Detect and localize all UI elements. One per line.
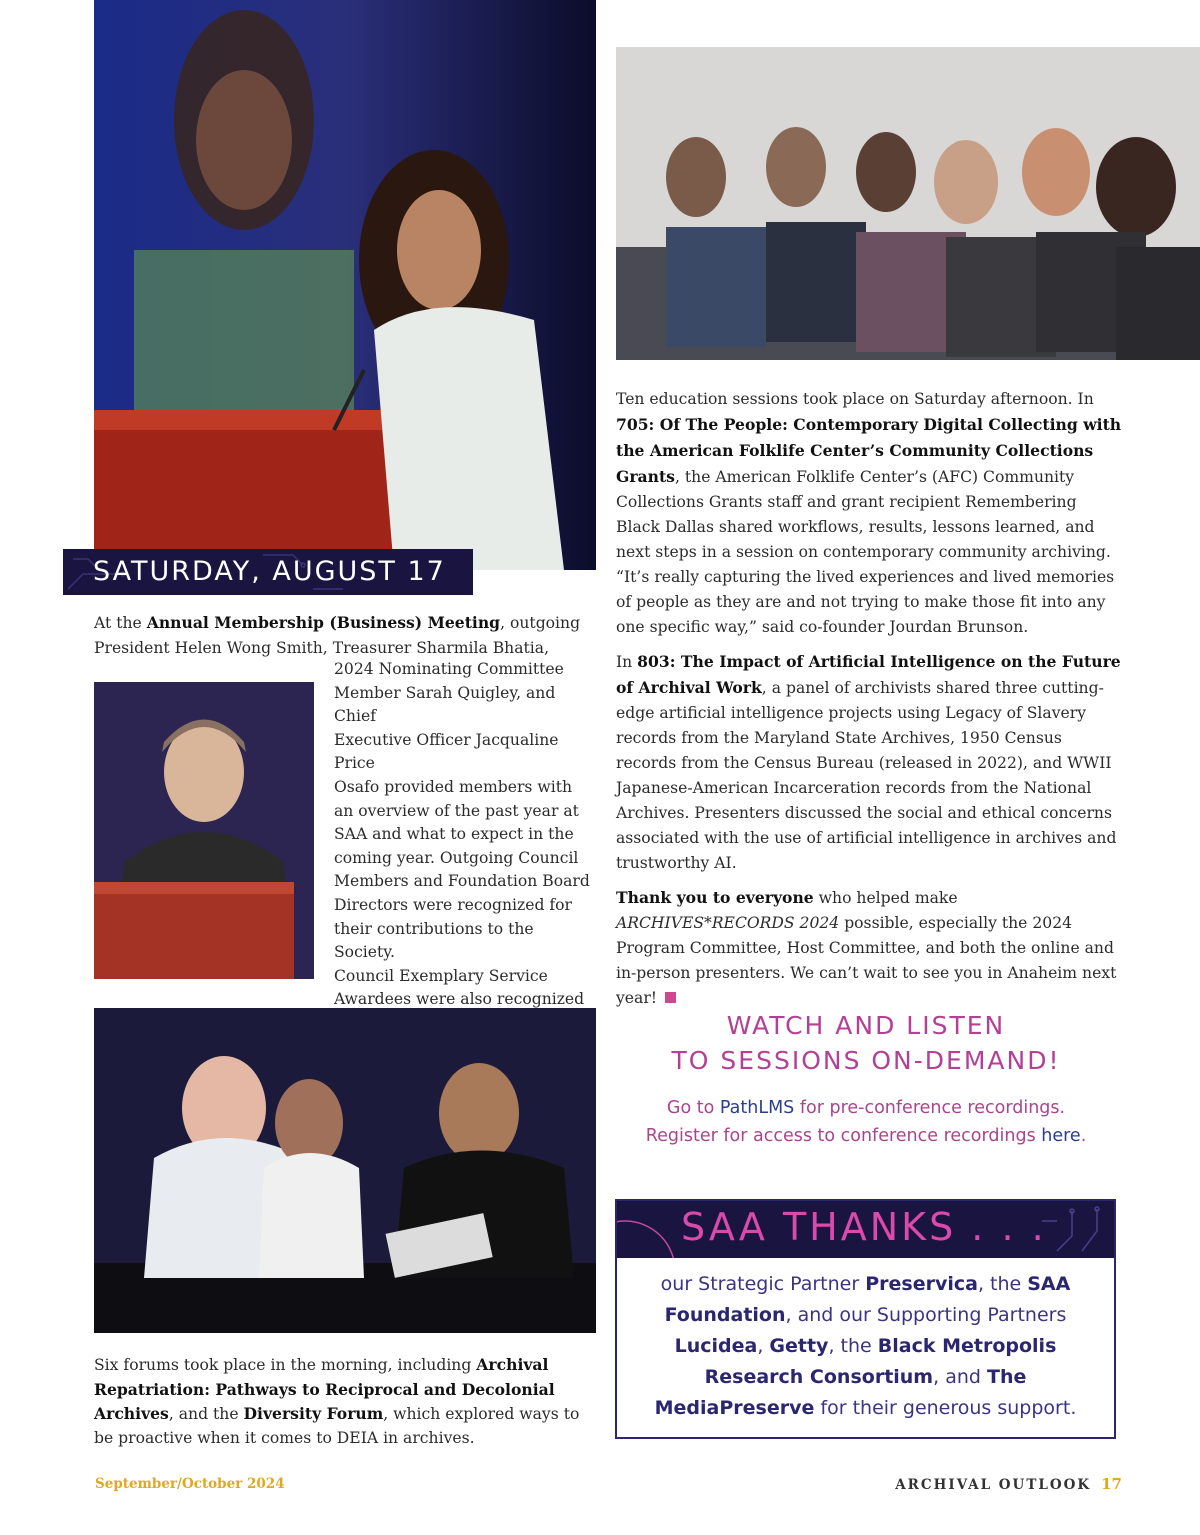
text-line: Executive Officer Jacqualine Price bbox=[334, 730, 559, 773]
photo-committee-member bbox=[94, 682, 314, 979]
text: , and bbox=[933, 1366, 987, 1388]
photo-speaker-podium bbox=[94, 0, 596, 570]
text-line: Directors were recognized for bbox=[334, 895, 573, 914]
session-803-paragraph bbox=[616, 649, 1124, 876]
page-number: 17 bbox=[1101, 1475, 1122, 1493]
section-banner bbox=[63, 549, 473, 595]
saa-thanks-text bbox=[637, 1269, 1094, 1424]
text-line: Osafo provided members with bbox=[334, 777, 573, 796]
text: , the bbox=[977, 1273, 1028, 1295]
thank-you-paragraph bbox=[616, 885, 1124, 1011]
partner-name: Getty bbox=[769, 1335, 829, 1357]
photo-panel-discussion bbox=[94, 1008, 596, 1333]
publication-name: ARCHIVAL OUTLOOK bbox=[895, 1477, 1092, 1493]
text: Six forums took place in the morning, including bbox=[94, 1356, 477, 1374]
text: possible, especially the 2024 Program Committee, Host Committee, and both the online and in-person presenters. We can’t wait to see you in Anaheim next year! bbox=[616, 914, 1117, 1007]
text: Go to bbox=[666, 1098, 720, 1118]
bold-text: 803: The Impact of Artificial Intelligence on the Future of Archival Work bbox=[616, 652, 1121, 697]
text: At the bbox=[94, 614, 147, 632]
text-line: SAA and what to expect in the bbox=[334, 825, 574, 844]
text: for their generous support. bbox=[814, 1397, 1077, 1419]
text-line: coming year. Outgoing Council bbox=[334, 848, 579, 867]
heading-line: TO SESSIONS ON-DEMAND! bbox=[671, 1046, 1061, 1075]
text: , and our Supporting Partners bbox=[785, 1304, 1067, 1326]
education-sessions-text bbox=[616, 387, 1124, 1011]
text: , outgoing bbox=[500, 614, 581, 632]
end-mark-icon bbox=[665, 992, 676, 1003]
pathlms-link[interactable]: PathLMS bbox=[719, 1098, 795, 1118]
saa-thanks-title: SAA THANKS . . . bbox=[681, 1205, 1047, 1249]
text: , bbox=[757, 1335, 770, 1357]
photo-audience bbox=[616, 47, 1200, 360]
partner-name: SAA Foundation bbox=[664, 1273, 1071, 1326]
saa-thanks-box bbox=[615, 1199, 1116, 1439]
bold-text: Archival Repatriation: Pathways to Reciprocal and Decolonial Archives bbox=[94, 1355, 555, 1423]
text-line: 2024 Nominating Committee bbox=[334, 660, 564, 678]
text: , the American Folklife Center’s (AFC) Community Collections Grants staff and grant recipient Remembering Black Dallas shared workflows, results, lessons learned, and next steps in a session on contemporary community archiving. “It’s really capturing the lived experiences and lived memories of people as they are and not trying to make those fit into any one specific way,” said co-founder Jourdan Brunson. bbox=[616, 468, 1115, 636]
italic-text: ARCHIVES*RECORDS 2024 bbox=[616, 914, 840, 932]
bold-text: Annual Membership (Business) Meeting bbox=[146, 613, 501, 632]
bold-text: Thank you to everyone bbox=[616, 888, 814, 907]
text-line: Member Sarah Quigley, and Chief bbox=[334, 683, 556, 726]
text: . bbox=[1080, 1126, 1087, 1146]
heading-line: WATCH AND LISTEN bbox=[726, 1011, 1006, 1040]
session-705-paragraph bbox=[616, 387, 1124, 640]
recordings-link[interactable]: here bbox=[1041, 1126, 1081, 1146]
bold-text: 705: Of The People: Contemporary Digital Collecting with the American Folklife Center’s Community Collections Grants bbox=[616, 415, 1122, 486]
text-line: an overview of the past year at bbox=[334, 801, 579, 820]
membership-meeting-intro bbox=[94, 611, 594, 660]
text: , and the bbox=[168, 1405, 244, 1423]
text: , the bbox=[828, 1335, 878, 1357]
text: who helped make bbox=[813, 889, 958, 907]
issue-date: September/October 2024 bbox=[95, 1476, 285, 1492]
text: In bbox=[616, 653, 638, 671]
text-line: their contributions to the Society. bbox=[334, 919, 534, 962]
partner-name: Preservica bbox=[865, 1273, 978, 1295]
text-line: Council Exemplary Service bbox=[334, 966, 548, 985]
saa-thanks-header bbox=[617, 1201, 1114, 1258]
text: our Strategic Partner bbox=[660, 1273, 866, 1295]
text: , which explored ways to be proactive when it comes to DEIA in archives. bbox=[94, 1405, 580, 1447]
text: for pre-conference recordings. Register for access to conference recordings bbox=[645, 1098, 1066, 1146]
text: , a panel of archivists shared three cutting-edge artificial intelligence projects using Legacy of Slavery records from the Maryland State Archives, 1950 Census records from the Census Bureau (released in 2022), and WWII Japanese-American Incarceration records from the National Archives. Presenters discussed the social and ethical concerns associated with the use of artificial intelligence in archives and trustworthy AI. bbox=[616, 679, 1117, 872]
text: President Helen Wong Smith, Treasurer Sharmila Bhatia, bbox=[94, 638, 550, 657]
partner-name: The MediaPreserve bbox=[654, 1366, 1027, 1419]
bold-text: Diversity Forum bbox=[243, 1404, 384, 1423]
publication-footer bbox=[895, 1475, 1122, 1493]
text-line: Members and Foundation Board bbox=[334, 872, 590, 891]
watch-listen-body bbox=[640, 1094, 1092, 1150]
text: Ten education sessions took place on Saturday afternoon. In bbox=[616, 390, 1094, 408]
forums-paragraph bbox=[94, 1353, 594, 1450]
watch-listen-heading bbox=[616, 1008, 1116, 1078]
partner-name: Black Metropolis Research Consortium bbox=[704, 1335, 1057, 1388]
partner-name: Lucidea bbox=[674, 1335, 758, 1357]
text-line: Awardees were also recognized bbox=[334, 990, 585, 1009]
section-banner-label: SATURDAY, AUGUST 17 bbox=[93, 556, 446, 587]
